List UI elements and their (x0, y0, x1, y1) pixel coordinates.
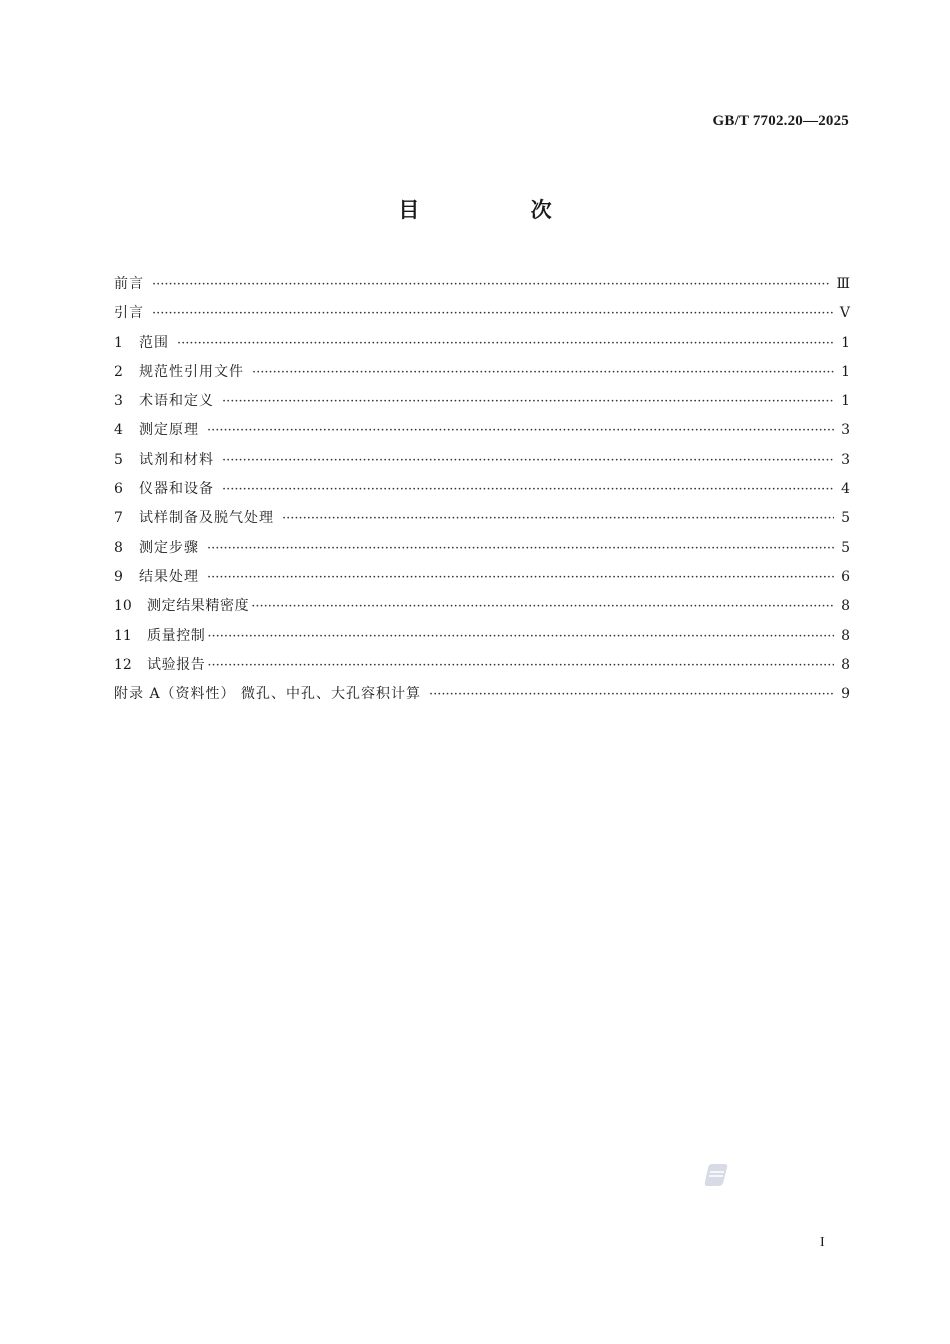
table-of-contents (114, 270, 850, 709)
toc-entry-page: 1 (841, 393, 850, 410)
toc-leader (207, 416, 834, 445)
toc-entry-principle[interactable] (114, 416, 850, 445)
toc-entry-number: 4 (114, 422, 123, 439)
toc-entry-number: 7 (114, 510, 123, 527)
toc-leader (152, 270, 830, 299)
page-title: 目 次 (398, 198, 604, 222)
toc-entry-quality-control[interactable] (114, 622, 850, 651)
toc-leader (282, 504, 834, 533)
toc-entry-number: 8 (114, 539, 123, 556)
toc-entry-page: 5 (841, 539, 850, 556)
toc-entry-page: 8 (841, 627, 850, 644)
toc-entry-page: 1 (841, 363, 850, 380)
toc-entry-number: 6 (114, 481, 123, 498)
toc-entry-sample-preparation[interactable] (114, 504, 850, 533)
toc-entry-annex-a[interactable] (114, 680, 850, 709)
toc-entry-label: 试验报告 (147, 656, 206, 673)
toc-entry-test-report[interactable] (114, 651, 850, 680)
toc-entry-label: 质量控制 (147, 627, 206, 644)
toc-entry-label: 测定步骤 (139, 539, 199, 556)
toc-entry-page: 3 (841, 451, 850, 468)
toc-entry-terms-definitions[interactable] (114, 387, 850, 416)
toc-entry-label: 仪器和设备 (139, 481, 214, 498)
toc-entry-reagents[interactable] (114, 446, 850, 475)
toc-entry-number: 10 (114, 598, 132, 615)
toc-leader (207, 651, 834, 680)
toc-entry-number: 1 (114, 334, 123, 351)
toc-entry-number: 3 (114, 393, 123, 410)
toc-leader (222, 475, 834, 504)
page-number: I (820, 1235, 825, 1250)
toc-leader (207, 563, 834, 592)
toc-entry-label: 试样制备及脱气处理 (139, 510, 274, 527)
toc-entry-procedure[interactable] (114, 534, 850, 563)
toc-leader (429, 680, 834, 709)
toc-entry-page: 8 (841, 598, 850, 615)
toc-entry-page: Ⅲ (836, 276, 850, 292)
toc-leader (251, 592, 834, 621)
toc-entry-label: 前言 (114, 276, 144, 292)
toc-entry-label: 试剂和材料 (139, 451, 214, 468)
sac-logo-icon (703, 1162, 729, 1187)
toc-entry-foreword[interactable] (114, 270, 850, 299)
toc-leader (207, 622, 834, 651)
toc-entry-page: Ⅴ (839, 305, 850, 322)
toc-entry-number: 9 (114, 568, 123, 585)
toc-leader (177, 329, 834, 358)
toc-entry-introduction[interactable] (114, 299, 850, 328)
toc-entry-page: 9 (841, 686, 850, 703)
toc-entry-label: 测定结果精密度 (147, 598, 250, 615)
toc-leader (222, 387, 834, 416)
toc-entry-page: 4 (841, 481, 850, 498)
toc-entry-label: 测定原理 (139, 422, 199, 439)
toc-entry-label: 结果处理 (139, 568, 199, 585)
toc-leader (152, 299, 834, 328)
toc-entry-page: 3 (841, 422, 850, 439)
toc-entry-page: 1 (841, 334, 850, 351)
toc-entry-page: 5 (841, 510, 850, 527)
toc-entry-label: 引言 (114, 305, 144, 322)
toc-entry-number: 12 (114, 656, 132, 673)
toc-entry-label: 规范性引用文件 (139, 363, 244, 380)
toc-entry-number: 5 (114, 451, 123, 468)
toc-entry-label: 附录 A（资料性） 微孔、中孔、大孔容积计算 (114, 686, 422, 703)
toc-leader (252, 358, 834, 387)
toc-leader (222, 446, 834, 475)
toc-entry-number: 2 (114, 363, 123, 380)
toc-entry-scope[interactable] (114, 329, 850, 358)
toc-leader (207, 534, 834, 563)
standard-code: GB/T 7702.20—2025 (712, 113, 849, 129)
toc-entry-label: 范围 (139, 334, 169, 351)
toc-entry-page: 6 (841, 568, 850, 585)
toc-entry-normative-references[interactable] (114, 358, 850, 387)
toc-entry-results[interactable] (114, 563, 850, 592)
toc-entry-label: 术语和定义 (139, 393, 214, 410)
toc-entry-page: 8 (841, 656, 850, 673)
toc-entry-apparatus[interactable] (114, 475, 850, 504)
toc-entry-precision[interactable] (114, 592, 850, 621)
toc-entry-number: 11 (114, 627, 132, 644)
